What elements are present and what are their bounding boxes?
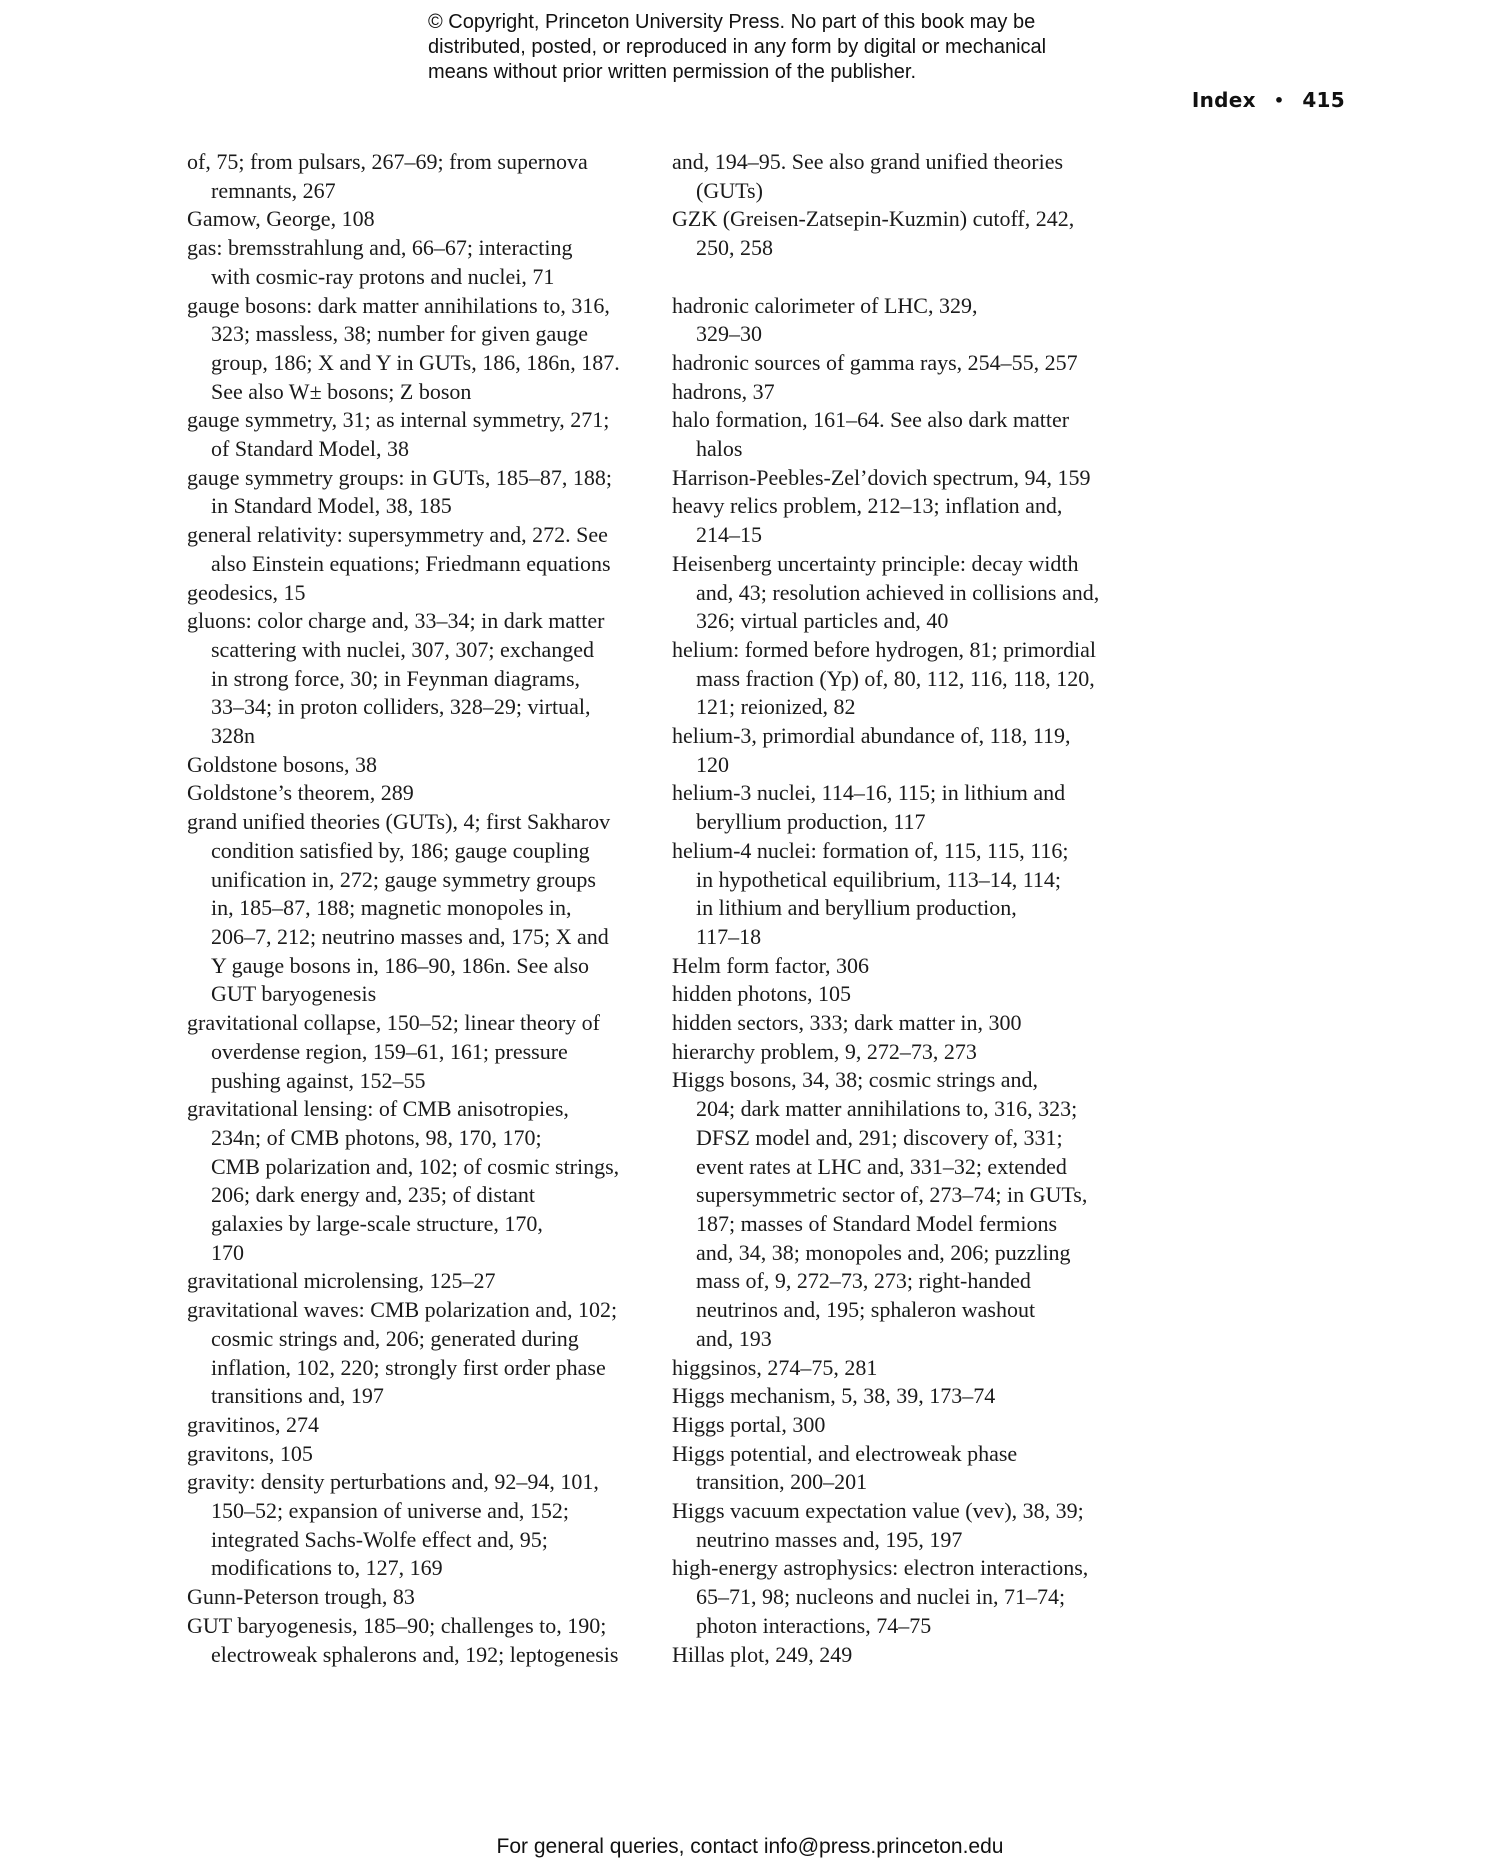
copyright-line: means without prior written permission of the publisher.: [428, 61, 917, 83]
index-entry-continuation: cosmic strings and, 206; generated during: [211, 1325, 579, 1351]
running-head-label: Index: [1191, 88, 1256, 112]
index-entry-continuation: pushing against, 152–55: [211, 1067, 426, 1093]
index-entry-line: helium-3, primordial abundance of, 118, 119,: [672, 723, 1071, 749]
index-entry-continuation: of Standard Model, 38: [211, 436, 409, 462]
index-entry-continuation: 206; dark energy and, 235; of distant: [211, 1182, 536, 1208]
index-entry: [672, 378, 1152, 407]
copyright-notice: [428, 10, 1148, 85]
index-entry-continuation: transition, 200–201: [696, 1469, 868, 1495]
index-entry-continuation: 65–71, 98; nucleons and nuclei in, 71–74;: [696, 1584, 1066, 1610]
index-entry-line: gravitinos, 274: [187, 1411, 319, 1437]
index-entry: [187, 148, 647, 205]
index-entry: [672, 1440, 1152, 1497]
index-entry: [187, 292, 647, 407]
index-entry: [187, 607, 647, 751]
index-entry: [672, 406, 1152, 463]
index-entry-continuation: 214–15: [696, 522, 762, 548]
index-entry-line: helium-3 nuclei, 114–16, 115; in lithium and: [672, 780, 1066, 806]
index-entry-line: Helm form factor, 306: [672, 952, 870, 978]
index-entry-continuation: 323; massless, 38; number for given gauge: [211, 321, 588, 347]
index-entry-continuation: 170: [211, 1239, 244, 1265]
index-entry: [187, 1468, 647, 1583]
index-entry-line: gravitational waves: CMB polarization and, 102;: [187, 1297, 618, 1323]
index-entry: [187, 205, 647, 234]
index-entry-continuation: 120: [696, 751, 729, 777]
index-entry-continuation: photon interactions, 74–75: [696, 1612, 932, 1638]
copyright-line: distributed, posted, or reproduced in any form by digital or mechanical: [428, 36, 1047, 58]
index-entry-continuation: in, 185–87, 188; magnetic monopoles in,: [211, 895, 572, 921]
index-entry-line: gravitational microlensing, 125–27: [187, 1268, 496, 1294]
footer-contact: For general queries, contact info@press.princeton.edu: [496, 1835, 1004, 1858]
index-entry-line: gravitons, 105: [187, 1440, 313, 1466]
index-entry-line: heavy relics problem, 212–13; inflation and,: [672, 493, 1063, 519]
index-entry-continuation: in lithium and beryllium production,: [696, 895, 1017, 921]
index-entry-continuation: unification in, 272; gauge symmetry groups: [211, 866, 596, 892]
index-entry-line: gauge bosons: dark matter annihilations to, 316,: [187, 292, 610, 318]
index-entry-continuation: overdense region, 159–61, 161; pressure: [211, 1038, 568, 1064]
index-entry-continuation: condition satisfied by, 186; gauge coupling: [211, 837, 590, 863]
index-entry-continuation: group, 186; X and Y in GUTs, 186, 186n, 187.: [211, 349, 620, 375]
index-entry: [672, 1497, 1152, 1554]
index-entry: [187, 1267, 647, 1296]
index-entry: [187, 751, 647, 780]
index-entry-continuation: and, 43; resolution achieved in collisions and,: [696, 579, 1100, 605]
index-entry: [187, 1583, 647, 1612]
index-entry-continuation: in hypothetical equilibrium, 113–14, 114;: [696, 866, 1061, 892]
index-entry-line: gauge symmetry, 31; as internal symmetry, 271;: [187, 407, 610, 433]
index-entry: [672, 1009, 1152, 1038]
index-entry-continuation: supersymmetric sector of, 273–74; in GUTs,: [696, 1182, 1088, 1208]
index-entry-line: hadronic sources of gamma rays, 254–55, 257: [672, 349, 1078, 375]
index-entry-line: Hillas plot, 249, 249: [672, 1641, 853, 1667]
index-entry-line: geodesics, 15: [187, 579, 306, 605]
index-entry-continuation: 326; virtual particles and, 40: [696, 608, 949, 634]
index-entry-line: GZK (Greisen-Zatsepin-Kuzmin) cutoff, 242,: [672, 206, 1075, 232]
index-entry-line: hierarchy problem, 9, 272–73, 273: [672, 1038, 977, 1064]
index-entry-continuation: and, 193: [696, 1325, 772, 1351]
index-entry-continuation: Y gauge bosons in, 186–90, 186n. See also: [211, 952, 590, 978]
index-entry: [187, 1612, 647, 1669]
index-entry-continuation: event rates at LHC and, 331–32; extended: [696, 1153, 1067, 1179]
index-entry-continuation: See also W± bosons; Z boson: [211, 378, 472, 404]
index-entry-continuation: (GUTs): [696, 177, 763, 203]
index-entry-line: Higgs portal, 300: [672, 1411, 826, 1437]
index-entry: [672, 837, 1152, 952]
index-entry-continuation: in strong force, 30; in Feynman diagrams,: [211, 665, 581, 691]
index-entry-line: GUT baryogenesis, 185–90; challenges to, 190;: [187, 1612, 607, 1638]
index-entry: [187, 406, 647, 463]
index-entry-continuation: 121; reionized, 82: [696, 694, 856, 720]
index-entry: [672, 1066, 1152, 1353]
index-entry-continuation: 206–7, 212; neutrino masses and, 175; X and: [211, 923, 609, 949]
index-entry-continuation: transitions and, 197: [211, 1383, 384, 1409]
index-entry: [672, 464, 1152, 493]
index-entry-line: Higgs bosons, 34, 38; cosmic strings and,: [672, 1067, 1039, 1093]
index-entry-continuation: neutrinos and, 195; sphaleron washout: [696, 1297, 1036, 1323]
index-entry-line: Goldstone bosons, 38: [187, 751, 378, 777]
index-column-right: [672, 148, 1152, 1669]
running-head: [1192, 88, 1345, 112]
index-entry-continuation: galaxies by large-scale structure, 170,: [211, 1211, 543, 1237]
index-entry-line: of, 75; from pulsars, 267–69; from supernova: [187, 149, 588, 174]
index-entry-continuation: scattering with nuclei, 307, 307; exchanged: [211, 636, 595, 662]
index-entry-line: Harrison-Peebles-Zel’dovich spectrum, 94, 159: [672, 464, 1091, 490]
index-entry-continuation: 117–18: [696, 923, 762, 949]
index-entry: [672, 292, 1152, 349]
index-entry-continuation: 33–34; in proton colliders, 328–29; virtual,: [211, 694, 591, 720]
index-entry: [672, 980, 1152, 1009]
index-entry-line: hidden sectors, 333; dark matter in, 300: [672, 1010, 1022, 1036]
index-entry-line: Heisenberg uncertainty principle: decay width: [672, 550, 1079, 576]
index-entry-line: Gunn-Peterson trough, 83: [187, 1584, 415, 1610]
index-entry: [187, 1440, 647, 1469]
index-entry-line: higgsinos, 274–75, 281: [672, 1354, 878, 1380]
index-entry-line: gravitational collapse, 150–52; linear theory of: [187, 1010, 600, 1036]
copyright-line: © Copyright, Princeton University Press. No part of this book may be: [428, 11, 1036, 33]
index-entry: [672, 722, 1152, 779]
index-entry: [187, 779, 647, 808]
index-entry: [187, 579, 647, 608]
index-entry: [672, 1641, 1152, 1670]
index-entry: [187, 234, 647, 291]
index-entry-line: Gamow, George, 108: [187, 206, 375, 232]
index-entry: [672, 1554, 1152, 1640]
index-entry-continuation: modifications to, 127, 169: [211, 1555, 443, 1581]
index-entry-line: Higgs potential, and electroweak phase: [672, 1440, 1018, 1466]
index-entry-continuation: inflation, 102, 220; strongly first order phase: [211, 1354, 606, 1380]
index-entry: [672, 1382, 1152, 1411]
index-entry-line: halo formation, 161–64. See also dark matter: [672, 407, 1070, 433]
index-entry: [187, 1009, 647, 1095]
index-entry-continuation: also Einstein equations; Friedmann equations: [211, 550, 611, 576]
index-entry-continuation: electroweak sphalerons and, 192; leptogenesis: [211, 1641, 619, 1667]
index-entry-line: hadrons, 37: [672, 378, 775, 404]
index-entry: [672, 779, 1152, 836]
index-entry-continuation: halos: [696, 436, 743, 462]
index-entry-continuation: 328n: [211, 723, 255, 749]
index-entry-continuation: DFSZ model and, 291; discovery of, 331;: [696, 1124, 1063, 1150]
index-entry: [672, 148, 1152, 205]
index-entry-continuation: 150–52; expansion of universe and, 152;: [211, 1498, 570, 1524]
index-entry-line: and, 194–95. See also grand unified theories: [672, 149, 1064, 174]
index-entry: [672, 636, 1152, 722]
index-entry: [187, 464, 647, 521]
index-entry-line: gas: bremsstrahlung and, 66–67; interacting: [187, 235, 573, 261]
index-entry-continuation: 329–30: [696, 321, 762, 347]
index-entry-continuation: 250, 258: [696, 235, 773, 261]
index-entry-continuation: mass of, 9, 272–73, 273; right-handed: [696, 1268, 1031, 1294]
index-entry-continuation: 204; dark matter annihilations to, 316, 323;: [696, 1096, 1078, 1122]
letter-group-gap: [672, 263, 1152, 292]
index-entry-continuation: neutrino masses and, 195, 197: [696, 1526, 963, 1552]
index-entry-continuation: in Standard Model, 38, 185: [211, 493, 452, 519]
index-entry: [672, 205, 1152, 262]
index-entry-continuation: 234n; of CMB photons, 98, 170, 170;: [211, 1124, 542, 1150]
index-entry-line: gravitational lensing: of CMB anisotropies,: [187, 1096, 569, 1122]
page-number: 415: [1302, 88, 1345, 112]
index-entry-line: helium: formed before hydrogen, 81; primordial: [672, 636, 1096, 662]
index-entry-continuation: beryllium production, 117: [696, 809, 926, 835]
running-head-bullet: •: [1273, 91, 1285, 110]
index-entry-line: Higgs mechanism, 5, 38, 39, 173–74: [672, 1383, 996, 1409]
index-entry: [672, 1354, 1152, 1383]
index-entry-line: gravity: density perturbations and, 92–94, 101,: [187, 1469, 599, 1495]
index-entry-continuation: integrated Sachs-Wolfe effect and, 95;: [211, 1526, 548, 1552]
index-entry-line: general relativity: supersymmetry and, 272. See: [187, 522, 608, 548]
index-entry: [187, 521, 647, 578]
index-entry-continuation: CMB polarization and, 102; of cosmic strings,: [211, 1153, 620, 1179]
index-entry: [672, 952, 1152, 981]
index-entry-line: gluons: color charge and, 33–34; in dark matter: [187, 608, 605, 634]
index-entry: [672, 492, 1152, 549]
index-entry: [672, 1411, 1152, 1440]
index-entry-line: high-energy astrophysics: electron interactions,: [672, 1555, 1089, 1581]
index-entry: [672, 550, 1152, 636]
index-entry-line: helium-4 nuclei: formation of, 115, 115, 116;: [672, 837, 1069, 863]
index-entry-line: hidden photons, 105: [672, 981, 852, 1007]
index-entry: [187, 1296, 647, 1411]
index-entry: [672, 349, 1152, 378]
index-entry: [187, 808, 647, 1009]
index-column-left: [187, 148, 647, 1669]
index-entry-continuation: and, 34, 38; monopoles and, 206; puzzling: [696, 1239, 1071, 1265]
index-entry-line: Goldstone’s theorem, 289: [187, 780, 414, 806]
index-entry-continuation: mass fraction (Yp) of, 80, 112, 116, 118, 120,: [696, 665, 1095, 691]
index-entry-line: gauge symmetry groups: in GUTs, 185–87, 188;: [187, 464, 612, 490]
index-entry-line: grand unified theories (GUTs), 4; first Sakharov: [187, 809, 611, 835]
index-entry-line: hadronic calorimeter of LHC, 329,: [672, 292, 978, 318]
index-entry: [672, 1038, 1152, 1067]
index-entry-line: Higgs vacuum expectation value (vev), 38, 39;: [672, 1498, 1084, 1524]
index-entry: [187, 1095, 647, 1267]
index-entry-continuation: remnants, 267: [211, 177, 336, 203]
index-entry-continuation: with cosmic-ray protons and nuclei, 71: [211, 263, 555, 289]
index-entry: [187, 1411, 647, 1440]
index-entry-continuation: GUT baryogenesis: [211, 981, 377, 1007]
index-entry-continuation: 187; masses of Standard Model fermions: [696, 1211, 1058, 1236]
